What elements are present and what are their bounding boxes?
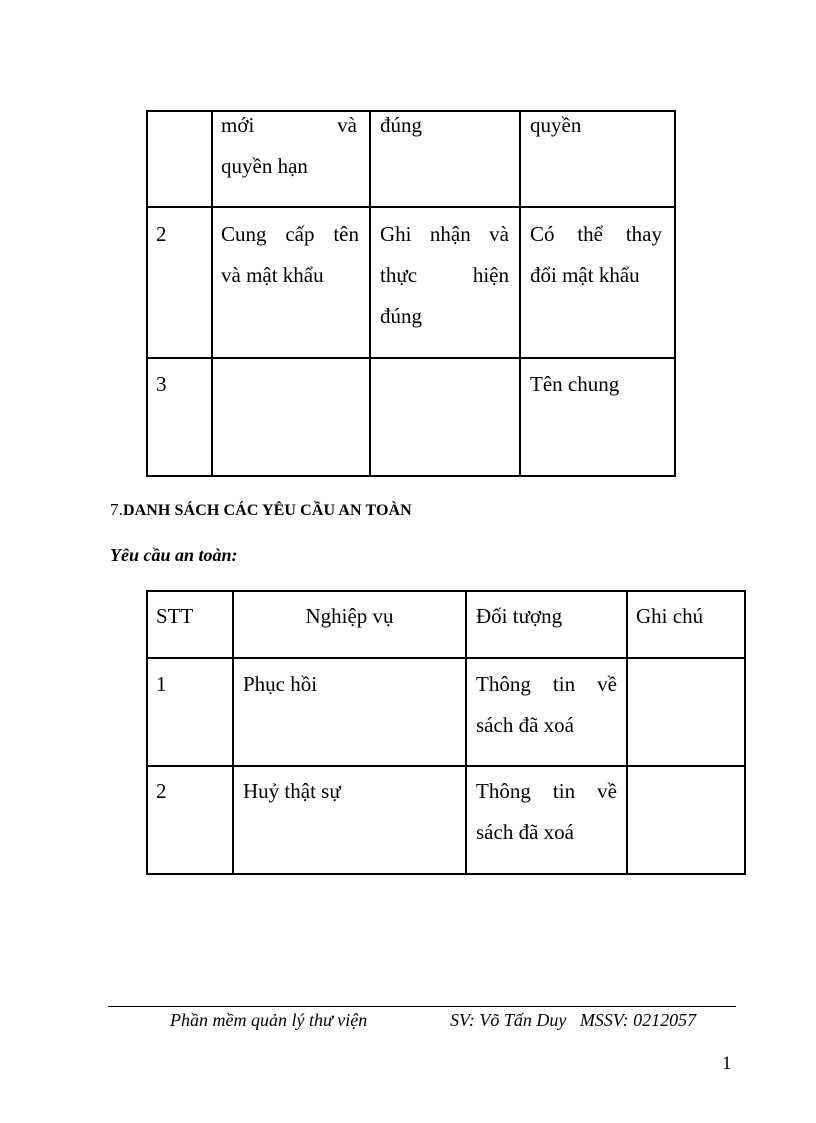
footer-rule	[108, 1006, 736, 1007]
table-border	[146, 873, 746, 875]
cell-line: Cung cấp tên	[221, 222, 359, 246]
cell-line: đúng	[380, 113, 422, 137]
table-cell-note	[530, 364, 664, 405]
table-border	[146, 765, 746, 767]
table-cell-doi-tuong	[476, 771, 617, 853]
table-border	[744, 590, 746, 875]
cell-line: sách đã xoá	[476, 820, 574, 844]
cell-line: quyền	[530, 113, 582, 137]
table-border	[146, 357, 676, 359]
table-cell-nghiep-vu: Huỷ thật sự	[243, 779, 341, 803]
table-header-doi-tuong: Đối tượng	[476, 604, 563, 628]
cell-line: Ghi nhận và	[380, 222, 509, 246]
table-border	[146, 657, 746, 659]
cell-line: sách đã xoá	[476, 713, 574, 737]
page-number: 1	[722, 1053, 732, 1074]
cell-line: Tên chung	[530, 372, 620, 396]
table-header-stt: STT	[156, 604, 194, 628]
table-border	[369, 110, 371, 477]
cell-line: thực hiện	[380, 263, 509, 287]
table-border	[146, 590, 148, 875]
table-cell-stt: 3	[156, 372, 167, 396]
table-border	[674, 110, 676, 477]
cell-line: Có thể thay	[530, 222, 662, 246]
cell-line: mới và	[221, 113, 357, 137]
table-header-ghi-chu: Ghi chú	[636, 604, 704, 628]
table-cell-doi-tuong	[476, 664, 617, 746]
table-border	[146, 475, 676, 477]
table-border	[146, 110, 148, 477]
footer-right-text: SV: Võ Tấn Duy MSSV: 0212057	[450, 1010, 697, 1030]
table-border	[211, 110, 213, 477]
cell-line: đổi mật khẩu	[530, 263, 640, 287]
table-border	[626, 590, 628, 875]
section-heading	[110, 500, 412, 520]
cell-line: và mật khẩu	[221, 263, 324, 287]
table-cell-response	[380, 105, 510, 146]
cell-line: Thông tin về	[476, 779, 617, 803]
table-border	[146, 590, 746, 592]
table-cell-note	[530, 105, 664, 146]
cell-line: đúng	[380, 304, 422, 328]
section-subtitle: Yêu cầu an toàn:	[110, 545, 238, 565]
table-border	[146, 206, 676, 208]
footer-left-text: Phần mềm quản lý thư viện	[170, 1010, 368, 1030]
section-number: 7.	[110, 500, 123, 519]
table-cell-action	[221, 105, 357, 187]
table-border	[465, 590, 467, 875]
table-cell-note	[530, 214, 662, 296]
table-cell-nghiep-vu: Phục hồi	[243, 672, 318, 696]
table-header-nghiep-vu: Nghiệp vụ	[305, 604, 394, 628]
table-cell-stt: 1	[156, 672, 167, 696]
cell-line: quyền hạn	[221, 154, 308, 178]
table-cell-stt: 2	[156, 222, 167, 246]
cell-line: Thông tin về	[476, 672, 617, 696]
table-cell-stt: 2	[156, 779, 167, 803]
table-cell-action	[221, 214, 359, 296]
table-border	[519, 110, 521, 477]
table-cell-response	[380, 214, 509, 337]
section-title: DANH SÁCH CÁC YÊU CẦU AN TOÀN	[122, 502, 412, 519]
